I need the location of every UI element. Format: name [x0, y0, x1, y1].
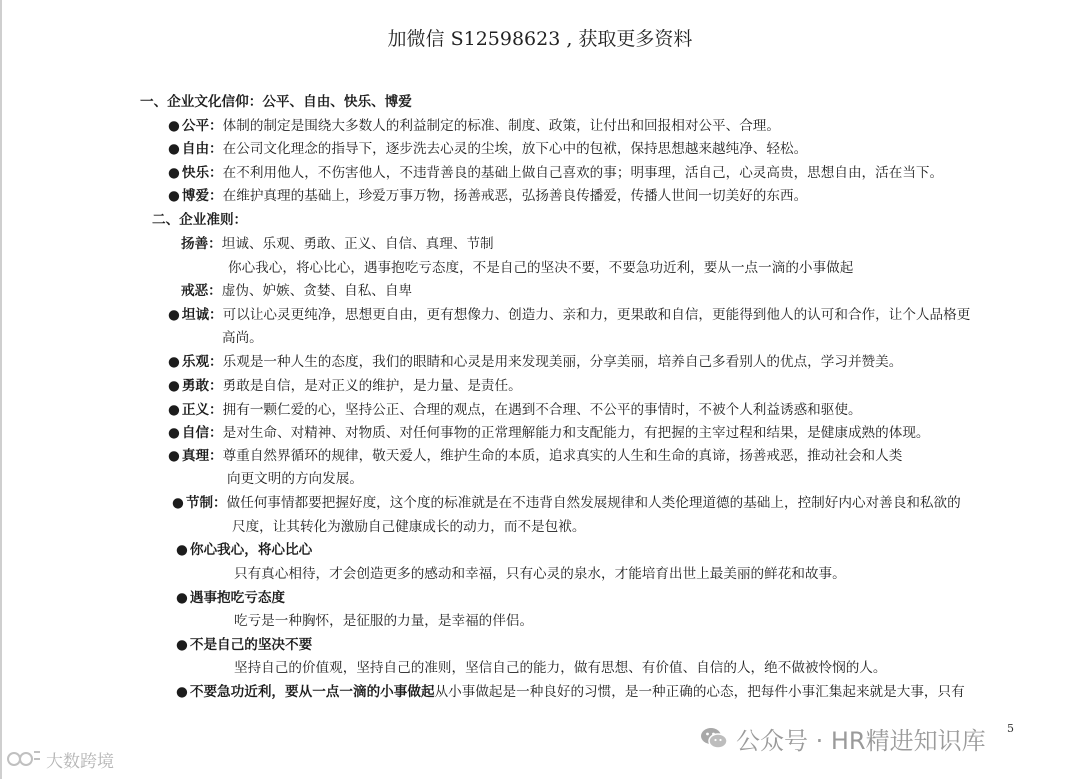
item-yushi [176, 589, 285, 607]
item-text: 拥有一颗仁爱的心，坚持公正、合理的观点，在遇到不合理、不公平的事情时，不被个人利益诱惑和驱使。 [222, 402, 862, 418]
bullet-icon: ● [168, 425, 180, 441]
item-ziyou [168, 140, 807, 158]
item-term: 勇敢： [181, 378, 223, 394]
item-text: 坦诚、乐观、勇敢、正义、自信、真理、节制 [221, 236, 494, 252]
corner-watermark-text: 大数跨境 [46, 751, 114, 772]
item-term: 节制： [185, 495, 227, 511]
bullet-icon: ● [176, 637, 188, 653]
bullet-icon: ● [168, 307, 180, 323]
bullet-icon: ● [168, 448, 180, 464]
item-bushi [176, 636, 312, 654]
item-yushi-text: 吃亏是一种胸怀，是征服的力量，是幸福的伴侣。 [234, 613, 534, 629]
bullet-icon: ● [172, 495, 184, 511]
item-gongping [168, 117, 780, 135]
item-zixin [168, 424, 930, 442]
item-buyao [176, 683, 965, 701]
item-text: 体制的制定是围绕大多数人的利益制定的标准、制度、政策，让付出和回报相对公平、合理。 [222, 118, 780, 134]
item-yangshan-sub: 你心我心，将心比心，遇事抱吃亏态度，不是自己的坚决不要，不要急功近利，要从一点一滴的小事做起 [228, 260, 854, 276]
corner-watermark [6, 746, 114, 772]
item-term: 公平： [181, 118, 223, 134]
item-term: 你心我心，将心比心 [189, 542, 313, 558]
item-boai [168, 187, 807, 205]
item-yangshan [181, 235, 494, 253]
bullet-icon: ● [176, 684, 188, 700]
item-jiezhi-cont: 尺度，让其转化为激励自己健康成长的动力，而不是包袱。 [232, 519, 586, 535]
item-jiezhi [172, 494, 961, 512]
item-term: 不要急功近利，要从一点一滴的小事做起 [189, 684, 435, 700]
item-text: 是对生命、对精神、对物质、对任何事物的正常理解能力和支配能力，有把握的主宰过程和结果，是健康成熟的体现。 [222, 425, 930, 441]
bullet-icon: ● [168, 378, 180, 394]
item-leguan [168, 353, 902, 371]
item-bushi-text: 坚持自己的价值观，坚持自己的准则，坚信自己的能力，做有思想、有价值、自信的人，绝不做被怜悯的人。 [234, 660, 887, 676]
item-zhengyi [168, 401, 862, 419]
item-term: 戒恶： [181, 283, 222, 299]
item-tancheng-cont: 高尚。 [222, 330, 263, 346]
item-text: 乐观是一种人生的态度，我们的眼睛和心灵是用来发现美丽，分享美丽，培养自己多看别人的优点，学习并赞美。 [222, 354, 903, 370]
item-term: 遇事抱吃亏态度 [189, 590, 286, 606]
bullet-icon: ● [168, 141, 180, 157]
item-term: 博爱： [181, 188, 223, 204]
bullet-icon: ● [176, 590, 188, 606]
page-header: 加微信 S12598623 , 获取更多资料 [387, 28, 693, 50]
item-text: 从小事做起是一种良好的习惯，是一种正确的心态，把每件小事汇集起来就是大事，只有 [434, 684, 965, 700]
item-term: 扬善： [181, 236, 222, 252]
item-zhenli [168, 447, 902, 465]
item-term: 快乐： [181, 165, 223, 181]
item-term: 坦诚： [181, 307, 223, 323]
logo-icon [6, 748, 42, 770]
section-1-heading: 一、企业文化信仰：公平、自由、快乐、博爱 [140, 94, 412, 110]
bullet-icon: ● [168, 118, 180, 134]
item-text: 在不利用他人，不伤害他人，不违背善良的基础上做自己喜欢的事；明事理，活自己，心灵高贵，思想自由，活在当下。 [222, 165, 944, 181]
page-number: 5 [1007, 722, 1014, 735]
item-yonggan [168, 377, 522, 395]
item-term: 自信： [181, 425, 223, 441]
item-nixin [176, 541, 312, 559]
item-text: 在维护真理的基础上，珍爱万事万物，扬善戒恶，弘扬善良传播爱，传播人世间一切美好的东西。 [222, 188, 808, 204]
watermark-text: 公众号 · HR精进知识库 [736, 726, 986, 755]
item-text: 在公司文化理念的指导下，逐步洗去心灵的尘埃，放下心中的包袱，保持思想越来越纯净、轻松。 [222, 141, 808, 157]
section-2-heading: 二、企业准则： [152, 212, 248, 228]
bullet-icon: ● [168, 354, 180, 370]
item-term: 真理： [181, 448, 223, 464]
item-text: 做任何事情都要把握好度，这个度的标准就是在不违背自然发展规律和人类伦理道德的基础上，控制好内心对善良和私欲的 [226, 495, 961, 511]
bullet-icon: ● [168, 165, 180, 181]
item-term: 不是自己的坚决不要 [189, 637, 313, 653]
item-text: 尊重自然界循环的规律，敬天爱人，维护生命的本质，追求真实的人生和生命的真谛，扬善戒恶，推动社会和人类 [222, 448, 903, 464]
item-text: 虚伪、妒嫉、贪婪、自私、自卑 [221, 283, 413, 299]
item-text: 可以让心灵更纯净，思想更自由，更有想像力、创造力、亲和力，更果敢和自信，更能得到他人的认可和合作，让个人品格更 [222, 307, 971, 323]
bullet-icon: ● [176, 542, 188, 558]
item-tancheng [168, 306, 970, 324]
item-jiee [181, 282, 412, 300]
wechat-watermark [700, 722, 986, 754]
bullet-icon: ● [168, 188, 180, 204]
wechat-icon [700, 726, 728, 750]
item-term: 自由： [181, 141, 223, 157]
item-text: 勇敢是自信，是对正义的维护，是力量、是责任。 [222, 378, 522, 394]
item-kuaile [168, 164, 943, 182]
item-term: 正义： [181, 402, 223, 418]
item-term: 乐观： [181, 354, 223, 370]
bullet-icon: ● [168, 402, 180, 418]
item-nixin-text: 只有真心相待，才会创造更多的感动和幸福，只有心灵的泉水，才能培育出世上最美丽的鲜花和故事。 [234, 566, 846, 582]
item-zhenli-cont: 向更文明的方向发展。 [227, 471, 363, 487]
